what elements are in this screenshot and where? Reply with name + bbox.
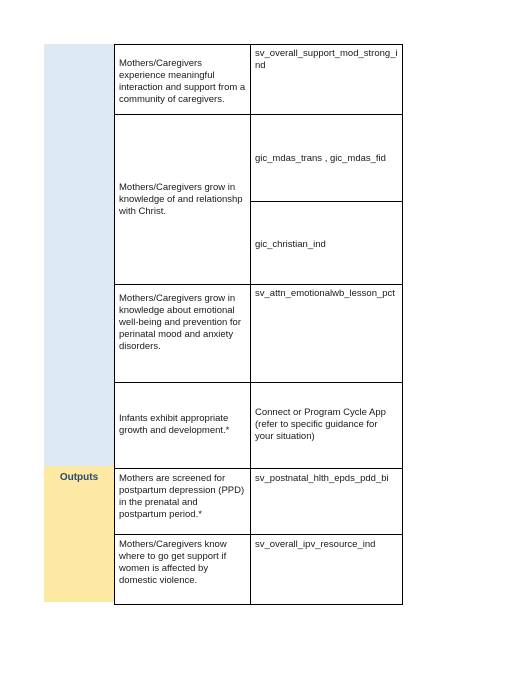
outcome-cell: Mothers/Caregivers grow in knowledge of and relationshp with Christ. (115, 115, 251, 285)
outcome-cell: Mothers are screened for postpartum depression (PPD) in the prenatal and postpartum period.* (115, 469, 251, 535)
indicator-cell: sv_postnatal_hlth_epds_pdd_bi (251, 469, 403, 535)
outcomes-section-band (44, 44, 114, 466)
table-row (115, 469, 403, 535)
indicator-cell: gic_mdas_trans , gic_mdas_fid (251, 115, 403, 202)
indicator-cell: gic_christian_ind (251, 202, 403, 285)
indicator-cell: sv_overall_support_mod_strong_ind (251, 45, 403, 115)
table-row (115, 383, 403, 469)
outcome-cell: Mothers/Caregivers experience meaningful interaction and support from a community of caregivers. (115, 45, 251, 115)
indicator-cell: Connect or Program Cycle App (refer to specific guidance for your situation) (251, 383, 403, 469)
outcome-cell: Mothers/Caregivers know where to go get support if women is affected by domestic violence. (115, 535, 251, 605)
indicator-cell: sv_attn_emotionalwb_lesson_pct (251, 285, 403, 383)
table-row (115, 285, 403, 383)
outputs-section-band (44, 466, 114, 602)
outcome-cell: Mothers/Caregivers grow in knowledge about emotional well-being and prevention for perinatal mood and anxiety disorders. (115, 285, 251, 383)
table-row (115, 115, 403, 202)
outcome-cell: Infants exhibit appropriate growth and development.* (115, 383, 251, 469)
indicator-cell: sv_overall_ipv_resource_ind (251, 535, 403, 605)
outputs-label: Outputs (59, 472, 99, 483)
table-row (115, 45, 403, 115)
indicator-table (114, 44, 403, 605)
table-row (115, 535, 403, 605)
